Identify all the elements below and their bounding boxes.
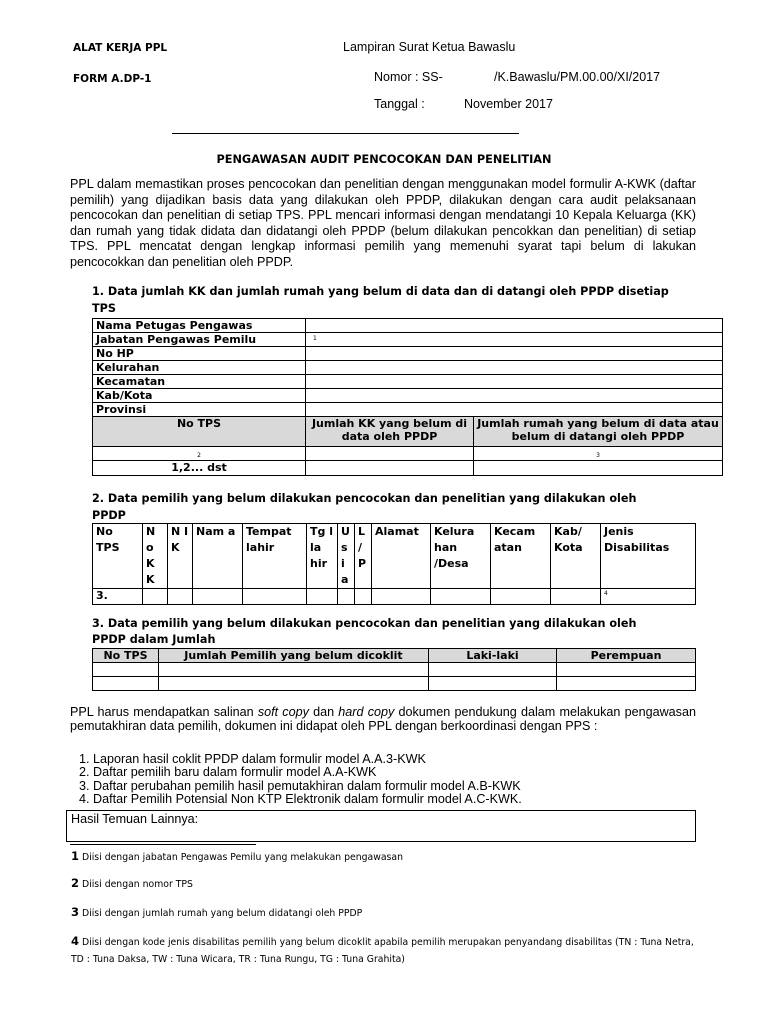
col-header-usia: U s i a (338, 524, 355, 589)
row-label: Kecamatan (93, 375, 306, 389)
row-label: Kab/Kota (93, 389, 306, 403)
col-header-no-kk: N o K K (143, 524, 168, 589)
input-cell[interactable] (159, 677, 429, 691)
input-cell[interactable] (551, 589, 601, 605)
col-header-no-tps: No TPS (93, 417, 306, 447)
intro-paragraph: PPL dalam memastikan proses pencocokan dan penelitian dengan menggunakan model formulir A-KWK (daftar pemilih) yang dijadikan basis data yang dilakukan oleh PPDP, dilakukan dengan cara audit pelaksanaan pencocokan dan penelitian di setiap TPS. PPL mencari informasi dengan mendatangi 10 Kepala Keluarga (KK) dan rumah yang tidak didata dan didatangi oleh PPDP (belum dilakukan pencokkan dan penelitian) di setiap TPS. PPL mencatat dengan lengkap informasi pemilih yang memenuhi syarat tapi belum di lakukan pencocokkan dan penelitian oleh PPDP. (70, 177, 696, 269)
document-list (70, 753, 733, 806)
list-item: 4. Daftar Pemilih Potensial Non KTP Elektronik dalam formulir model A.C-KWK. (93, 793, 733, 806)
hasil-temuan-label: Hasil Temuan Lainnya: (71, 812, 199, 826)
input-cell[interactable] (243, 589, 307, 605)
lampiran-label: Lampiran Surat Ketua Bawaslu (343, 40, 516, 54)
closing-text-start: PPL harus mendapatkan salinan (70, 705, 258, 719)
row-label: No HP (93, 347, 306, 361)
input-cell[interactable] (168, 589, 193, 605)
col-header-jk: L / P (355, 524, 372, 589)
closing-text-end: dokumen pendukung dalam melakukan pengawasan pemutakhiran data pemilih, dokumen ini didapat oleh PPL dengan berkoordinasi dengan PPS : (70, 705, 696, 734)
col-header-kab-kota: Kab/ Kota (551, 524, 601, 589)
last-row-label: 1,2... dst (93, 461, 306, 476)
form-label-alat-kerja: ALAT KERJA PPL (73, 42, 168, 54)
input-cell[interactable] (93, 447, 306, 461)
col-header-no-tps: No TPS (93, 649, 159, 663)
input-cell[interactable] (338, 589, 355, 605)
input-cell[interactable] (306, 375, 723, 389)
input-cell[interactable] (159, 663, 429, 677)
input-cell[interactable] (431, 589, 491, 605)
input-cell[interactable] (306, 389, 723, 403)
tanggal-value: November 2017 (464, 97, 553, 111)
section3-heading: 3. Data pemilih yang belum dilakukan pencocokan dan penelitian yang dilakukan oleh (92, 617, 637, 630)
input-cell[interactable] (306, 333, 723, 347)
col-header-kelurahan: Kelura han /Desa (431, 524, 491, 589)
input-cell[interactable] (93, 663, 159, 677)
input-cell[interactable] (429, 677, 557, 691)
col-header-tempat-lahir: Tempat lahir (243, 524, 307, 589)
footnote-1: 1 Diisi dengan jabatan Pengawas Pemilu yang melakukan pengawasan (71, 849, 403, 863)
col-header-jumlah-rumah: Jumlah rumah yang belum di data atau belum di datangi oleh PPDP (474, 417, 723, 447)
section1-heading: 1. Data jumlah KK dan jumlah rumah yang belum di data dan di datangi oleh PPDP disetiap (92, 285, 669, 298)
input-cell[interactable] (93, 677, 159, 691)
input-cell[interactable] (306, 347, 723, 361)
list-item: 2. Daftar pemilih baru dalam formulir model A.A-KWK (93, 766, 733, 779)
row-label: Nama Petugas Pengawas (93, 319, 306, 333)
hard-copy-term: hard copy (338, 705, 395, 719)
closing-paragraph (70, 705, 696, 734)
input-cell[interactable] (372, 589, 431, 605)
tanggal-label: Tanggal : (374, 97, 425, 111)
input-cell[interactable] (601, 589, 696, 605)
input-cell[interactable] (474, 447, 723, 461)
col-header-nik: N I K (168, 524, 193, 589)
section1-heading-cont: TPS (92, 302, 116, 315)
col-header-jenis-disabilitas: Jenis Disabilitas (601, 524, 696, 589)
section1-table (92, 318, 723, 476)
col-header-jumlah-kk: Jumlah KK yang belum di data oleh PPDP (306, 417, 474, 447)
input-cell[interactable] (429, 663, 557, 677)
page-title: PENGAWASAN AUDIT PENCOCOKAN DAN PENELITIAN (216, 153, 552, 166)
input-cell[interactable] (557, 663, 696, 677)
hasil-temuan-box[interactable] (66, 810, 696, 842)
col-header-kecamatan: Kecam atan (491, 524, 551, 589)
input-cell[interactable] (474, 461, 723, 476)
col-header-laki-laki: Laki-laki (429, 649, 557, 663)
closing-text-and: dan (308, 705, 339, 719)
footnote-ref: 1 (313, 335, 317, 342)
row-label: Kelurahan (93, 361, 306, 375)
section2-heading-cont: PPDP (92, 509, 126, 522)
list-item: 1. Laporan hasil coklit PPDP dalam formulir model A.A.3-KWK (93, 753, 733, 766)
row-label: Jabatan Pengawas Pemilu (93, 333, 306, 347)
col-header-tgl-lahir: Tg l la hir (307, 524, 338, 589)
footnote-separator (70, 844, 256, 845)
section3-heading-cont: PPDP dalam Jumlah (92, 633, 216, 646)
col-header-jumlah-pemilih: Jumlah Pemilih yang belum dicoklit (159, 649, 429, 663)
nomor-label: Nomor : SS- (374, 70, 443, 84)
section2-table (92, 523, 696, 605)
col-header-no-tps: No TPS (93, 524, 143, 589)
col-header-perempuan: Perempuan (557, 649, 696, 663)
col-header-alamat: Alamat (372, 524, 431, 589)
footnote-2: 2 Diisi dengan nomor TPS (71, 876, 193, 890)
section2-heading: 2. Data pemilih yang belum dilakukan pencocokan dan penelitian yang dilakukan oleh (92, 492, 637, 505)
input-cell[interactable] (306, 361, 723, 375)
section3-table (92, 648, 696, 691)
input-cell[interactable] (143, 589, 168, 605)
soft-copy-term: soft copy (257, 705, 309, 719)
input-cell[interactable] (193, 589, 243, 605)
input-cell[interactable] (491, 589, 551, 605)
input-cell[interactable] (306, 319, 723, 333)
input-cell[interactable] (306, 447, 474, 461)
list-item: 3. Daftar perubahan pemilih hasil pemutakhiran dalam formulir model A.B-KWK (93, 780, 733, 793)
nomor-value: /K.Bawaslu/PM.00.00/XI/2017 (494, 70, 661, 84)
input-cell[interactable] (306, 403, 723, 417)
input-cell[interactable] (307, 589, 338, 605)
col-header-nama: Nam a (193, 524, 243, 589)
input-cell[interactable] (557, 677, 696, 691)
input-cell[interactable] (355, 589, 372, 605)
footnote-ref: 3 (596, 452, 600, 459)
footnote-ref: 4 (604, 590, 608, 597)
footnote-ref: 2 (197, 452, 201, 459)
footnote-3: 3 Diisi dengan jumlah rumah yang belum didatangi oleh PPDP (71, 905, 363, 919)
row-number: 3. (93, 589, 143, 605)
input-cell[interactable] (306, 461, 474, 476)
form-code: FORM A.DP-1 (73, 73, 152, 85)
footnote-4: 4 Diisi dengan kode jenis disabilitas pemilih yang belum dicoklit apabila pemilih merupakan penyandang disabilitas (TN : Tuna Netra, TD : Tuna Daksa, TW : Tuna Wicara, TR : Tuna Rungu, TG : Tuna Grahita) (71, 934, 694, 965)
row-label: Provinsi (93, 403, 306, 417)
header-divider (172, 133, 519, 134)
